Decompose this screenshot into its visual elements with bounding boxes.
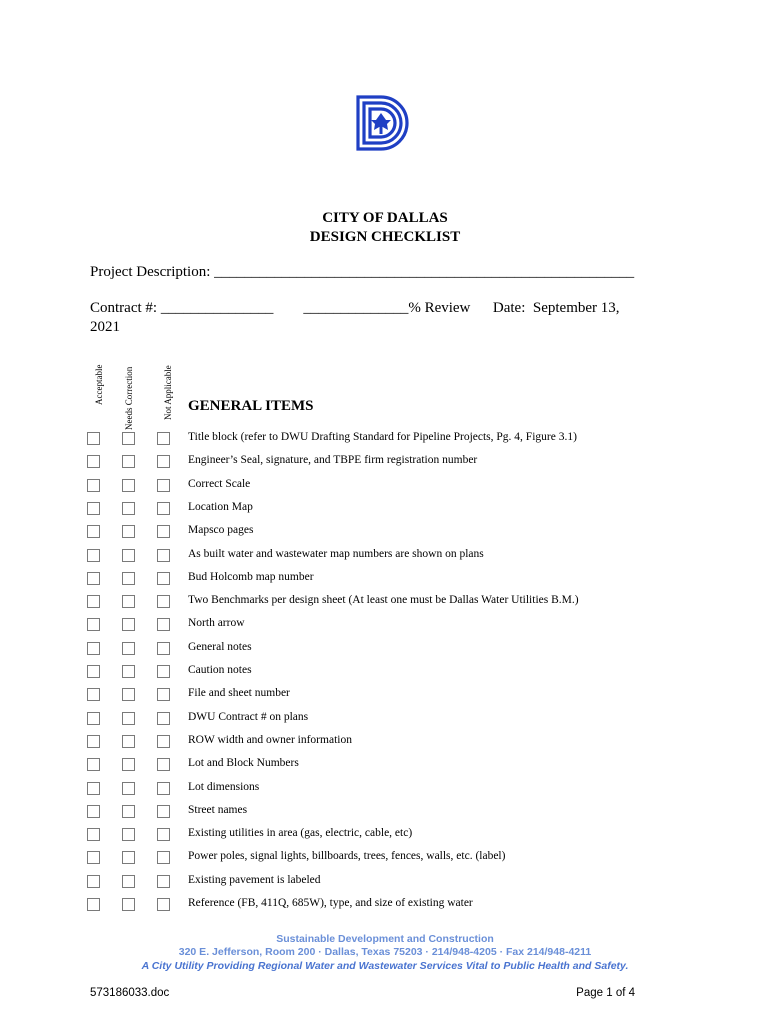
needs-correction-checkbox[interactable] bbox=[122, 549, 135, 562]
not-applicable-checkbox[interactable] bbox=[157, 688, 170, 701]
acceptable-checkbox[interactable] bbox=[87, 805, 100, 818]
needs-correction-checkbox[interactable] bbox=[122, 851, 135, 864]
not-applicable-checkbox[interactable] bbox=[157, 805, 170, 818]
not-applicable-checkbox[interactable] bbox=[157, 525, 170, 538]
checklist-row bbox=[0, 663, 770, 683]
acceptable-checkbox[interactable] bbox=[87, 688, 100, 701]
needs-correction-checkbox[interactable] bbox=[122, 735, 135, 748]
checklist-row bbox=[0, 896, 770, 916]
needs-correction-checkbox[interactable] bbox=[122, 455, 135, 468]
footer-address: 320 E. Jefferson, Room 200 · Dallas, Texas 75203 · 214/948-4205 · Fax 214/948-4211 bbox=[178, 946, 592, 958]
not-applicable-checkbox[interactable] bbox=[157, 735, 170, 748]
footer-tagline: A City Utility Providing Regional Water and Wastewater Services Vital to Public Health and Safety. bbox=[141, 960, 629, 972]
column-header-not-applicable: Not Applicable bbox=[163, 365, 173, 420]
not-applicable-checkbox[interactable] bbox=[157, 618, 170, 631]
acceptable-checkbox[interactable] bbox=[87, 758, 100, 771]
page-title-line1: CITY OF DALLAS bbox=[322, 210, 448, 226]
needs-correction-checkbox[interactable] bbox=[122, 712, 135, 725]
checklist-row bbox=[0, 453, 770, 473]
column-header-needs-correction: Needs Correction bbox=[124, 366, 134, 430]
acceptable-checkbox[interactable] bbox=[87, 642, 100, 655]
needs-correction-checkbox[interactable] bbox=[122, 758, 135, 771]
page-number: Page 1 of 4 bbox=[576, 987, 635, 999]
acceptable-checkbox[interactable] bbox=[87, 572, 100, 585]
acceptable-checkbox[interactable] bbox=[87, 898, 100, 911]
checklist-row bbox=[0, 500, 770, 520]
needs-correction-checkbox[interactable] bbox=[122, 572, 135, 585]
not-applicable-checkbox[interactable] bbox=[157, 572, 170, 585]
project-description-field: Project Description: ________________________________________________________ bbox=[90, 264, 635, 280]
checklist-item-label: North arrow bbox=[188, 617, 245, 630]
not-applicable-checkbox[interactable] bbox=[157, 851, 170, 864]
page-title-line2: DESIGN CHECKLIST bbox=[309, 229, 461, 245]
not-applicable-checkbox[interactable] bbox=[157, 595, 170, 608]
section-title-general-items: GENERAL ITEMS bbox=[188, 398, 314, 414]
checklist-item-label: As built water and wastewater map numbers are shown on plans bbox=[188, 547, 484, 560]
needs-correction-checkbox[interactable] bbox=[122, 618, 135, 631]
not-applicable-checkbox[interactable] bbox=[157, 875, 170, 888]
checklist-row bbox=[0, 547, 770, 567]
checklist-item-label: Existing pavement is labeled bbox=[188, 873, 321, 886]
checklist-item-label: DWU Contract # on plans bbox=[188, 710, 309, 723]
needs-correction-checkbox[interactable] bbox=[122, 502, 135, 515]
checklist-item-label: Location Map bbox=[188, 500, 253, 513]
needs-correction-checkbox[interactable] bbox=[122, 782, 135, 795]
checklist-item-label: ROW width and owner information bbox=[188, 733, 352, 746]
dallas-d-logo-icon bbox=[355, 94, 413, 152]
checklist-item-label: Two Benchmarks per design sheet (At least one must be Dallas Water Utilities B.M.) bbox=[188, 594, 579, 607]
checklist-row bbox=[0, 873, 770, 893]
not-applicable-checkbox[interactable] bbox=[157, 642, 170, 655]
acceptable-checkbox[interactable] bbox=[87, 712, 100, 725]
checklist-item-label: Power poles, signal lights, billboards, trees, fences, walls, etc. (label) bbox=[188, 850, 506, 863]
not-applicable-checkbox[interactable] bbox=[157, 758, 170, 771]
checklist-item-label: Lot and Block Numbers bbox=[188, 757, 299, 770]
checklist-item-label: Caution notes bbox=[188, 664, 252, 676]
document-filename: 573186033.doc bbox=[90, 987, 170, 999]
checklist-row bbox=[0, 477, 770, 497]
checklist-item-label: Title block (refer to DWU Drafting Standard for Pipeline Projects, Pg. 4, Figure 3.1) bbox=[188, 431, 577, 443]
checklist-row bbox=[0, 593, 770, 613]
acceptable-checkbox[interactable] bbox=[87, 828, 100, 841]
needs-correction-checkbox[interactable] bbox=[122, 688, 135, 701]
acceptable-checkbox[interactable] bbox=[87, 525, 100, 538]
checklist-item-label: Existing utilities in area (gas, electric, cable, etc) bbox=[188, 827, 413, 840]
checklist-row bbox=[0, 710, 770, 730]
acceptable-checkbox[interactable] bbox=[87, 455, 100, 468]
needs-correction-checkbox[interactable] bbox=[122, 642, 135, 655]
not-applicable-checkbox[interactable] bbox=[157, 432, 170, 445]
checklist-item-label: Street names bbox=[188, 803, 248, 816]
checklist-row bbox=[0, 826, 770, 846]
needs-correction-checkbox[interactable] bbox=[122, 898, 135, 911]
checklist-item-label: Engineer’s Seal, signature, and TBPE firm registration number bbox=[188, 454, 478, 467]
contract-line-wrap: 2021 bbox=[90, 319, 120, 335]
needs-correction-checkbox[interactable] bbox=[122, 595, 135, 608]
column-header-acceptable: Acceptable bbox=[94, 364, 104, 405]
needs-correction-checkbox[interactable] bbox=[122, 875, 135, 888]
acceptable-checkbox[interactable] bbox=[87, 502, 100, 515]
checklist-item-label: Mapsco pages bbox=[188, 524, 254, 537]
checklist-row bbox=[0, 849, 770, 869]
needs-correction-checkbox[interactable] bbox=[122, 805, 135, 818]
acceptable-checkbox[interactable] bbox=[87, 618, 100, 631]
needs-correction-checkbox[interactable] bbox=[122, 828, 135, 841]
not-applicable-checkbox[interactable] bbox=[157, 898, 170, 911]
checklist-row bbox=[0, 616, 770, 636]
not-applicable-checkbox[interactable] bbox=[157, 455, 170, 468]
checklist-row bbox=[0, 733, 770, 753]
checklist-item-label: General notes bbox=[188, 640, 252, 653]
checklist-row bbox=[0, 780, 770, 800]
contract-review-date-line: Contract #: _______________ ______________% Review Date: September 13, bbox=[90, 300, 620, 316]
acceptable-checkbox[interactable] bbox=[87, 595, 100, 608]
checklist-row bbox=[0, 523, 770, 543]
acceptable-checkbox[interactable] bbox=[87, 549, 100, 562]
needs-correction-checkbox[interactable] bbox=[122, 525, 135, 538]
checklist-row bbox=[0, 756, 770, 776]
not-applicable-checkbox[interactable] bbox=[157, 782, 170, 795]
checklist-item-label: File and sheet number bbox=[188, 687, 290, 700]
acceptable-checkbox[interactable] bbox=[87, 735, 100, 748]
checklist-row bbox=[0, 803, 770, 823]
not-applicable-checkbox[interactable] bbox=[157, 712, 170, 725]
acceptable-checkbox[interactable] bbox=[87, 432, 100, 445]
checklist-row bbox=[0, 570, 770, 590]
acceptable-checkbox[interactable] bbox=[87, 665, 100, 678]
needs-correction-checkbox[interactable] bbox=[122, 665, 135, 678]
checklist-row bbox=[0, 640, 770, 660]
checklist-item-label: Bud Holcomb map number bbox=[188, 570, 314, 583]
needs-correction-checkbox[interactable] bbox=[122, 479, 135, 492]
not-applicable-checkbox[interactable] bbox=[157, 665, 170, 678]
checklist-item-label: Reference (FB, 411Q, 685W), type, and size of existing water bbox=[188, 897, 473, 909]
needs-correction-checkbox[interactable] bbox=[122, 432, 135, 445]
checklist-item-label: Lot dimensions bbox=[188, 780, 260, 793]
checklist-item-label: Correct Scale bbox=[188, 477, 251, 490]
not-applicable-checkbox[interactable] bbox=[157, 479, 170, 492]
checklist-row bbox=[0, 430, 770, 450]
checklist-row bbox=[0, 686, 770, 706]
acceptable-checkbox[interactable] bbox=[87, 479, 100, 492]
not-applicable-checkbox[interactable] bbox=[157, 502, 170, 515]
footer-department: Sustainable Development and Construction bbox=[276, 933, 494, 945]
not-applicable-checkbox[interactable] bbox=[157, 549, 170, 562]
not-applicable-checkbox[interactable] bbox=[157, 828, 170, 841]
acceptable-checkbox[interactable] bbox=[87, 851, 100, 864]
acceptable-checkbox[interactable] bbox=[87, 875, 100, 888]
acceptable-checkbox[interactable] bbox=[87, 782, 100, 795]
